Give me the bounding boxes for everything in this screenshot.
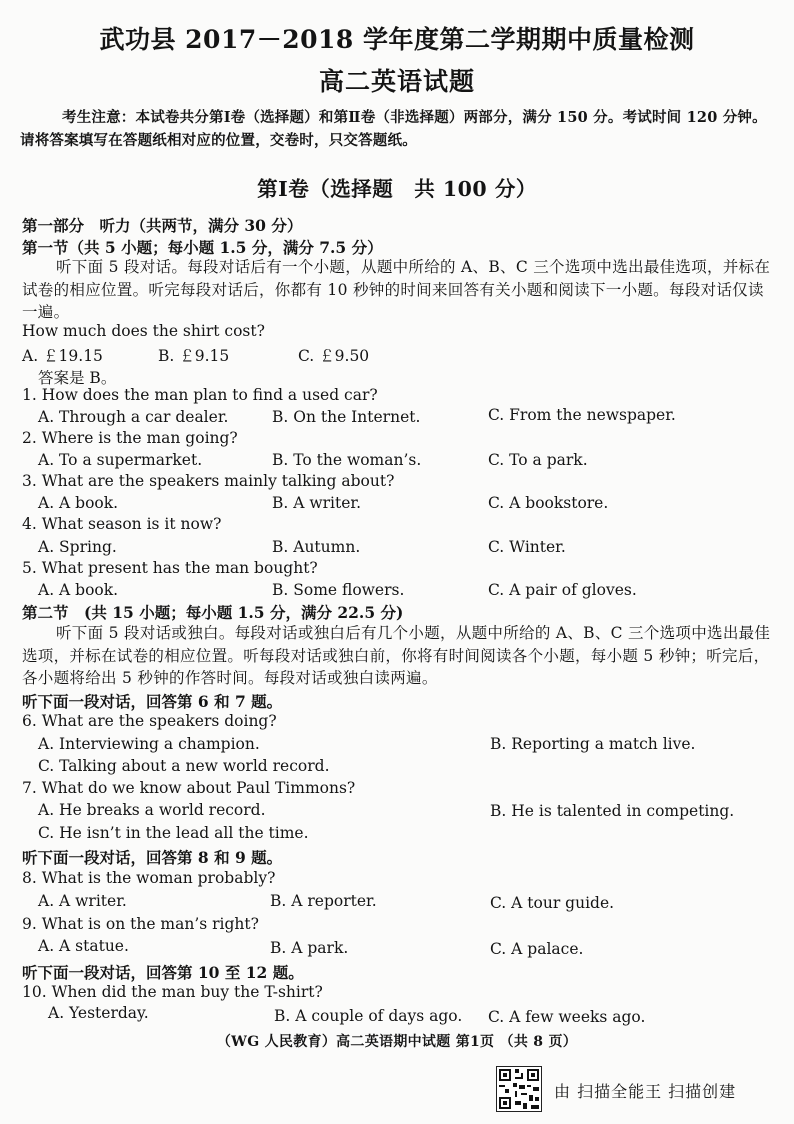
- exam-notice: [20, 106, 780, 152]
- q2-option-b: B. To the woman’s.: [272, 451, 422, 469]
- group-header-10-12: 听下面一段对话，回答第 10 至 12 题。: [22, 963, 304, 982]
- q5-option-c: C. A pair of gloves.: [488, 581, 637, 599]
- q9-option-a: A. A statue.: [38, 937, 129, 955]
- q10-option-a: A. Yesterday.: [48, 1004, 149, 1022]
- question-5: 5. What present has the man bought?: [22, 559, 318, 577]
- q3-option-b: B. A writer.: [272, 494, 362, 512]
- q5-option-b: B. Some flowers.: [272, 581, 405, 599]
- question-4: 4. What season is it now?: [22, 515, 222, 533]
- question-1: 1. How does the man plan to find a used car?: [22, 386, 378, 404]
- q8-option-b: B. A reporter.: [270, 892, 377, 910]
- group-header-8-9: 听下面一段对话，回答第 8 和 9 题。: [22, 848, 283, 867]
- notice-lead: 考生注意：: [62, 109, 136, 126]
- q10-option-b: B. A couple of days ago.: [274, 1007, 463, 1025]
- q6-option-c: C. Talking about a new world record.: [38, 757, 330, 775]
- example-question: How much does the shirt cost?: [22, 322, 265, 340]
- example-answer: 答案是 B。: [38, 369, 117, 387]
- scanner-watermark: 由 扫描全能王 扫描创建: [554, 1082, 737, 1101]
- q2-option-a: A. To a supermarket.: [38, 451, 203, 469]
- question-10: 10. When did the man buy the T-shirt?: [22, 983, 323, 1001]
- exam-title: 武功县 2017－2018 学年度第二学期期中质量检测: [99, 25, 695, 54]
- q1-option-a: A. Through a car dealer.: [38, 408, 229, 426]
- group-header-6-7: 听下面一段对话，回答第 6 和 7 题。: [22, 692, 283, 711]
- q6-option-b: B. Reporting a match live.: [490, 735, 696, 753]
- question-6: 6. What are the speakers doing?: [22, 712, 277, 730]
- part1-title: 第一部分 听力（共两节，满分 30 分）: [22, 216, 303, 235]
- question-3: 3. What are the speakers mainly talking about?: [22, 472, 395, 490]
- q4-option-c: C. Winter.: [488, 538, 566, 556]
- q9-option-c: C. A palace.: [490, 940, 584, 958]
- notice-text: 本试卷共分第Ⅰ卷（选择题）和第Ⅱ卷（非选择题）两部分，满分 150 分。考试时间 120 分钟。请将答案填写在答题纸相对应的位置，交卷时，只交答题纸。: [20, 109, 767, 149]
- q8-option-c: C. A tour guide.: [490, 894, 615, 912]
- q1-option-c: C. From the newspaper.: [488, 406, 676, 424]
- q9-option-b: B. A park.: [270, 939, 349, 957]
- volume-title: 第Ⅰ卷（选择题 共 100 分）: [257, 177, 537, 201]
- q8-option-a: A. A writer.: [38, 892, 127, 910]
- q3-option-a: A. A book.: [38, 494, 119, 512]
- q7-option-c: C. He isn’t in the lead all the time.: [38, 824, 309, 842]
- page-footer: （WG 人民教育）高二英语期中试题 第1页 （共 8 页）: [216, 1034, 578, 1050]
- section1-title: 第一节（共 5 小题；每小题 1.5 分，满分 7.5 分）: [22, 238, 383, 257]
- q10-option-c: C. A few weeks ago.: [488, 1008, 646, 1026]
- section1-instructions: 听下面 5 段对话。每段对话后有一个小题，从题中所给的 A、B、C 三个选项中选出最佳选项，并标在试卷的相应位置。听完每段对话后，你都有 10 秒钟的时间来回答有关小题和阅读下一小题。每段对话仅读一遍。: [22, 258, 771, 321]
- question-7: 7. What do we know about Paul Timmons?: [22, 779, 356, 797]
- q7-option-a: A. He breaks a world record.: [38, 801, 266, 819]
- q1-option-b: B. On the Internet.: [272, 408, 421, 426]
- example-option-b: B. ￡9.15: [158, 347, 230, 365]
- question-2: 2. Where is the man going?: [22, 429, 238, 447]
- q2-option-c: C. To a park.: [488, 451, 588, 469]
- question-8: 8. What is the woman probably?: [22, 869, 276, 887]
- q6-option-a: A. Interviewing a champion.: [38, 735, 260, 753]
- q3-option-c: C. A bookstore.: [488, 494, 609, 512]
- section2-title: 第二节 (共 15 小题；每小题 1.5 分，满分 22.5 分): [22, 603, 404, 622]
- qr-code-icon: [496, 1066, 542, 1112]
- q5-option-a: A. A book.: [38, 581, 119, 599]
- example-option-a: A. ￡19.15: [22, 347, 103, 365]
- exam-subtitle: 高二英语试题: [318, 67, 475, 96]
- question-9: 9. What is on the man’s right?: [22, 915, 259, 933]
- section2-instructions: 听下面 5 段对话或独白。每段对话或独白后有几个小题，从题中所给的 A、B、C 三个选项中选出最佳选项，并标在试卷的相应位置。听每段对话或独白前，你将有时间阅读各个小题，每小题 5 秒钟；听完后，各小题将给出 5 秒钟的作答时间。每段对话或独白读两遍。: [22, 624, 771, 687]
- q4-option-b: B. Autumn.: [272, 538, 361, 556]
- example-option-c: C. ￡9.50: [298, 347, 370, 365]
- q4-option-a: A. Spring.: [38, 538, 117, 556]
- q7-option-b: B. He is talented in competing.: [490, 802, 735, 820]
